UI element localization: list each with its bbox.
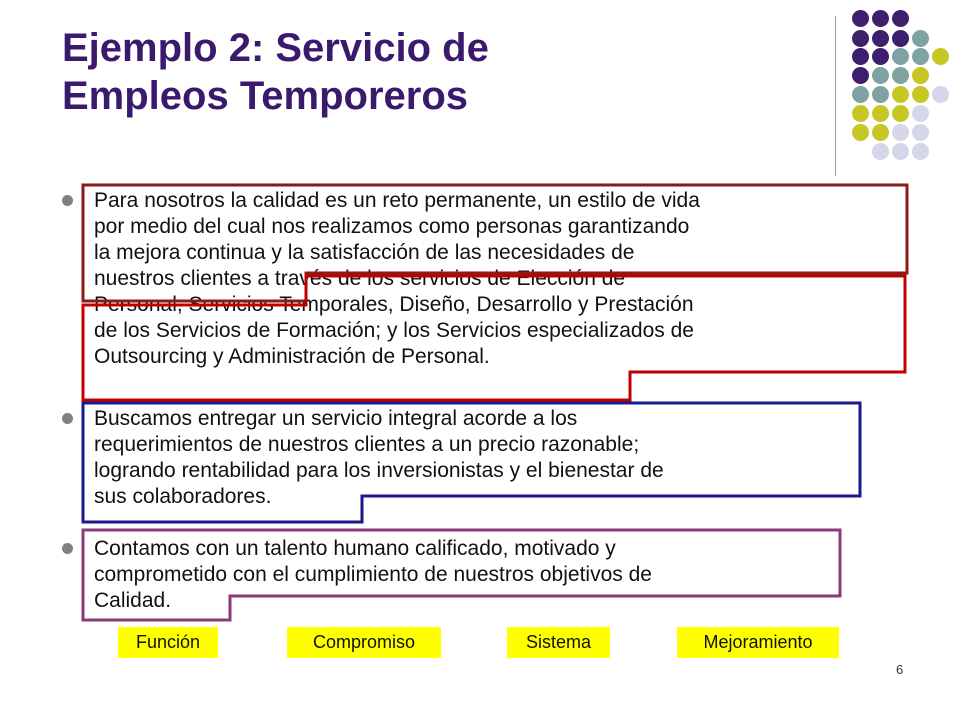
text-line: requerimientos de nuestros clientes a un precio razonable; — [94, 433, 640, 456]
highlight-outline-red — [83, 276, 905, 400]
text-line: Personal, Servicios Temporales, Diseño, Desarrollo y Prestación — [94, 293, 694, 316]
text-line: Outsourcing y Administración de Personal. — [94, 345, 490, 368]
text-line: Para nosotros la calidad es un reto permanente, un estilo de vida — [94, 189, 700, 212]
text-line: logrando rentabilidad para los inversionistas y el bienestar de — [94, 459, 664, 482]
title-line-1: Ejemplo 2: Servicio de — [62, 26, 489, 70]
highlight-outline-dark-red — [83, 185, 907, 301]
text-line: sus colaboradores. — [94, 485, 272, 508]
highlight-outline-purple — [83, 530, 840, 620]
text-line: comprometido con el cumplimiento de nuestros objetivos de — [94, 563, 652, 586]
text-line: de los Servicios de Formación; y los Servicios especializados de — [94, 319, 694, 342]
tag-funcion: Función — [118, 627, 218, 658]
text-line: nuestros clientes a través de los servicios de Elección de — [94, 267, 626, 290]
page-number: 6 — [896, 662, 904, 677]
text-line: Calidad. — [94, 589, 172, 612]
tag-compromiso: Compromiso — [287, 627, 441, 658]
text-line: Buscamos entregar un servicio integral acorde a los — [94, 407, 578, 430]
tag-sistema: Sistema — [507, 627, 610, 658]
highlight-outline-blue — [83, 403, 860, 522]
title-line-2: Empleos Temporeros — [62, 74, 469, 118]
text-line: por medio del cual nos realizamos como personas garantizando — [94, 215, 690, 238]
text-line: la mejora continua y la satisfacción de las necesidades de — [94, 241, 635, 264]
tag-mejoramiento: Mejoramiento — [677, 627, 839, 658]
text-line: Contamos con un talento humano calificado, motivado y — [94, 537, 616, 560]
